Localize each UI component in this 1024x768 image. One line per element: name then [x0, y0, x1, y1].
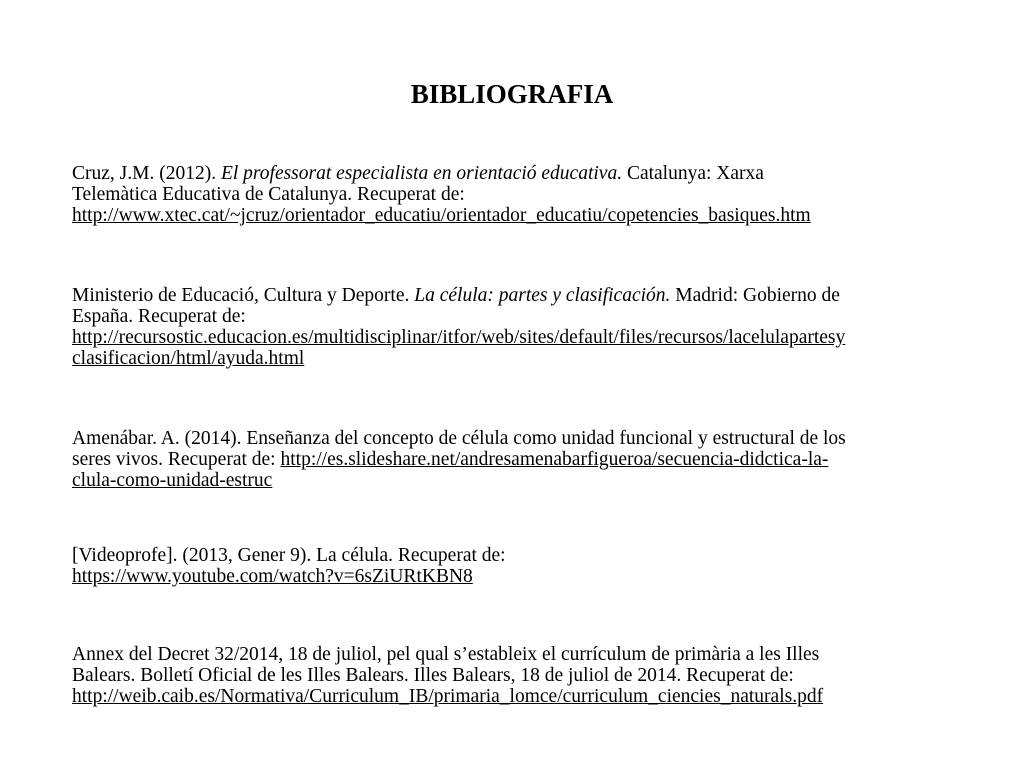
- entry-line: [72, 449, 846, 470]
- entry-text: Catalunya: Xarxa: [622, 163, 764, 184]
- entry-line: [72, 205, 811, 226]
- reference-link[interactable]: http://recursostic.educacion.es/multidisciplinar/itfor/web/sites/default/files/recursos/lacelulapartesy: [72, 327, 846, 348]
- entry-line: [72, 285, 845, 306]
- entry-text: seres vivos. Recuperat de:: [72, 449, 281, 470]
- entry-line: [72, 348, 845, 369]
- entry-text: Cruz, J.M. (2012).: [72, 163, 221, 184]
- entry-line: [72, 327, 845, 348]
- entry-line: [72, 686, 823, 707]
- entry-line: Amenábar. A. (2014). Enseñanza del concepto de célula como unidad funcional y estructural de los: [72, 428, 846, 449]
- entry-title: La célula: partes y clasificación.: [414, 285, 671, 306]
- entry-line: [72, 163, 811, 184]
- entry-line: [72, 566, 506, 587]
- entry-line: Balears. Bolletí Oficial de les Illes Balears. Illes Balears, 18 de juliol de 2014. Recuperat de:: [72, 665, 794, 686]
- entry-line: [72, 470, 846, 491]
- entry-text: Madrid: Gobierno de: [670, 285, 840, 306]
- bibliography-entry-annex-decret: [72, 644, 823, 707]
- entry-line: España. Recuperat de:: [72, 306, 246, 327]
- bibliography-entry-amenabar: [72, 428, 846, 491]
- reference-link[interactable]: https://www.youtube.com/watch?v=6sZiURtKBN8: [72, 566, 473, 587]
- entry-line: [Videoprofe]. (2013, Gener 9). La célula. Recuperat de:: [72, 545, 506, 566]
- reference-link-continued[interactable]: clasificacion/html/ayuda.html: [72, 348, 305, 369]
- reference-link[interactable]: http://es.slideshare.net/andresamenabarfigueroa/secuencia-didctica-la-: [280, 449, 829, 470]
- entry-text: Ministerio de Educació, Cultura y Deporte.: [72, 285, 415, 306]
- reference-link-continued[interactable]: clula-como-unidad-estruc: [72, 470, 273, 491]
- bibliography-entry-ministerio: [72, 285, 845, 369]
- entry-title: El professorat especialista en orientació educativa.: [220, 163, 623, 184]
- reference-link[interactable]: http://weib.caib.es/Normativa/Curriculum_IB/primaria_lomce/curriculum_ciencies_naturals.pdf: [72, 686, 824, 707]
- page-title: BIBLIOGRAFIA: [410, 79, 614, 109]
- entry-line: Telemàtica Educativa de Catalunya. Recuperat de:: [72, 184, 465, 205]
- entry-line: Annex del Decret 32/2014, 18 de juliol, pel qual s’estableix el currículum de primària a les Illes: [72, 644, 820, 665]
- bibliography-entry-cruz: [72, 163, 811, 226]
- bibliography-entry-videoprofe: [72, 545, 506, 587]
- reference-link[interactable]: http://www.xtec.cat/~jcruz/orientador_educatiu/orientador_educatiu/copetencies_basiques.htm: [72, 205, 811, 226]
